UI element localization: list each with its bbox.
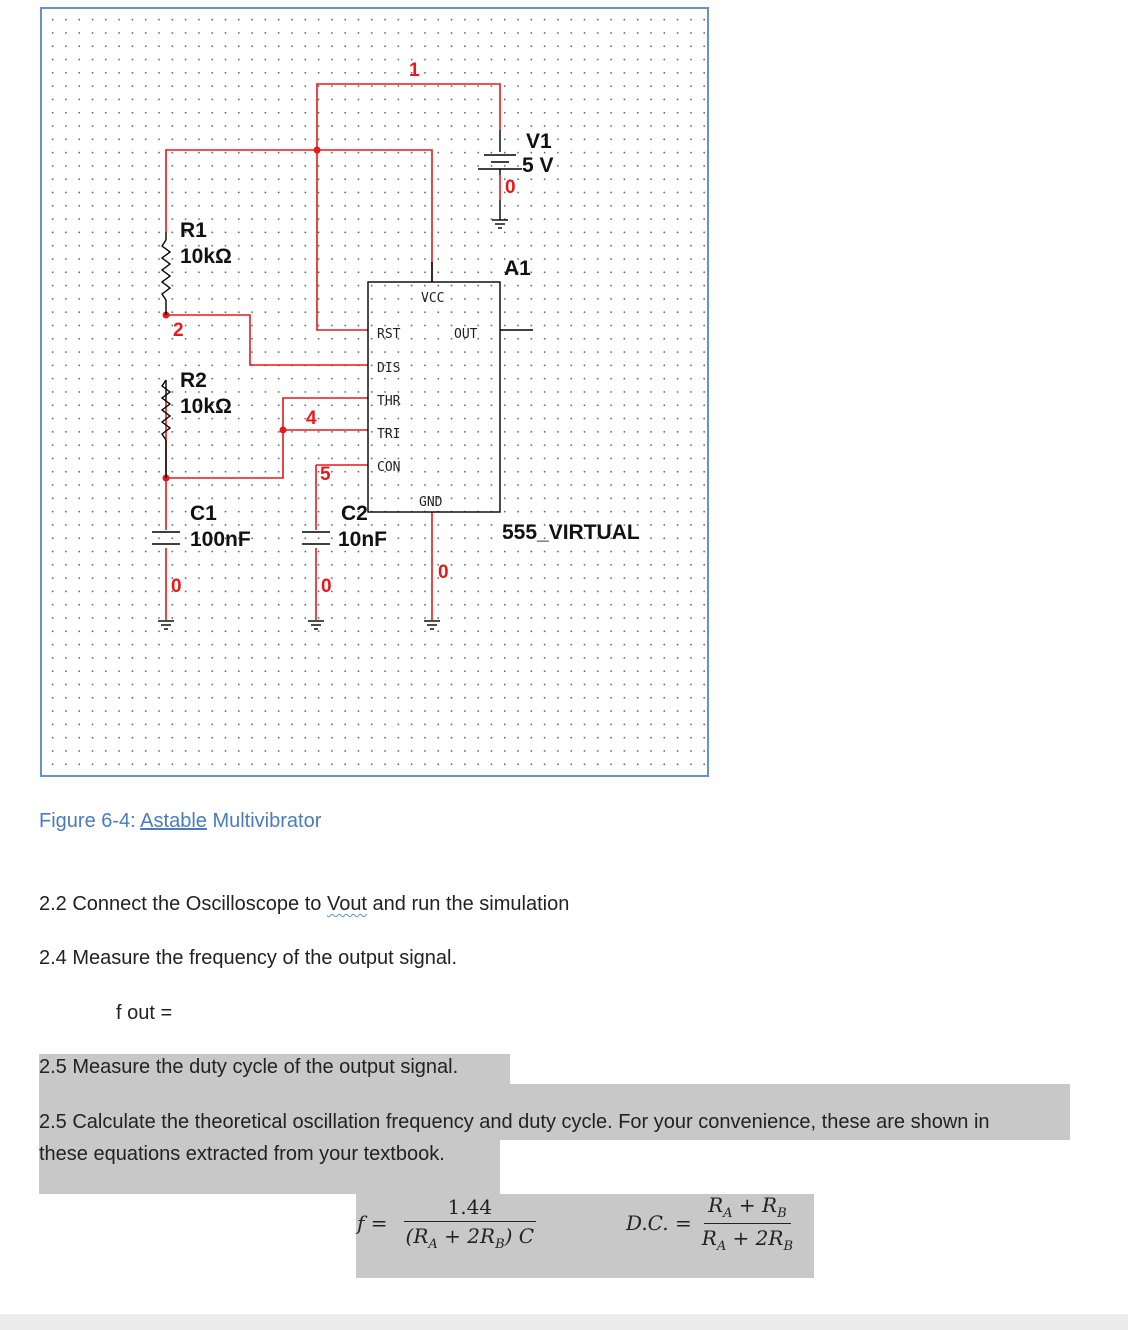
- ground-icon: [308, 621, 324, 629]
- dc-numerator: $R_A + R_B$: [704, 1193, 791, 1224]
- ground-icon: [158, 621, 174, 629]
- pin-vcc: VCC: [421, 291, 445, 306]
- step-2-5b-line2: these equations extracted from your textbook.: [39, 1143, 445, 1165]
- wire-node-2: [166, 315, 368, 365]
- r2-ref: R2: [180, 369, 207, 392]
- node-label: 0: [505, 177, 516, 198]
- c1-value: 100nF: [190, 528, 251, 551]
- pin-con: CON: [377, 460, 401, 475]
- node-label: 1: [409, 60, 420, 81]
- v1-ref: V1: [526, 130, 552, 153]
- r1-ref: R1: [180, 219, 207, 242]
- r2-value: 10kΩ: [180, 395, 232, 418]
- battery-icon: [478, 130, 522, 175]
- ic-value: 555_VIRTUAL: [502, 521, 640, 544]
- c2-ref: C2: [341, 502, 368, 525]
- step-2-5a: 2.5 Measure the duty cycle of the output signal.: [39, 1056, 459, 1078]
- duty-cycle-equation: [626, 1194, 797, 1252]
- step-2-4: 2.4 Measure the frequency of the output signal.: [39, 947, 458, 969]
- f-fraction: [402, 1195, 539, 1252]
- pin-thr: THR: [377, 394, 401, 409]
- dc-fraction: [698, 1193, 797, 1254]
- v1-value: 5 V: [522, 154, 554, 177]
- caption-link[interactable]: Astable: [140, 810, 207, 832]
- node-label: 0: [171, 576, 182, 597]
- ground-icon: [492, 200, 508, 228]
- f-lhs: f =: [357, 1211, 388, 1235]
- node-label: 4: [306, 408, 317, 429]
- c2-value: 10nF: [338, 528, 388, 551]
- caption-prefix: Figure 6-4:: [39, 810, 141, 832]
- ic-ref: A1: [504, 257, 531, 280]
- wire-node-1: [317, 84, 500, 330]
- pin-dis: DIS: [377, 361, 401, 376]
- step-2-2: 2.2 Connect the Oscilloscope to Vout and run the simulation: [39, 893, 570, 915]
- figure-caption: [39, 810, 321, 833]
- dc-denominator: $R_A + 2R_B$: [701, 1225, 794, 1254]
- pin-rst: RST: [377, 327, 401, 342]
- ground-icon: [424, 621, 440, 629]
- r1-symbol: [162, 240, 170, 300]
- pin-out: OUT: [454, 327, 478, 342]
- junction-dot: [280, 427, 287, 434]
- f-denominator: $(R_A + 2R_B)$ C: [405, 1223, 535, 1252]
- node-label: 5: [320, 464, 331, 485]
- caption-suffix: Multivibrator: [206, 810, 322, 832]
- c1-ref: C1: [190, 502, 217, 525]
- step-2-5b-line1: 2.5 Calculate the theoretical oscillation frequency and duty cycle. For your convenience, these are shown in: [39, 1111, 990, 1133]
- node-label: 0: [438, 562, 449, 583]
- fout-label: f out =: [116, 1002, 173, 1024]
- f-numerator: 1.44: [404, 1195, 536, 1222]
- node-label: 0: [321, 576, 332, 597]
- vout-word: Vout: [326, 893, 367, 915]
- frequency-equation: [357, 1194, 538, 1252]
- page-bottom-bar: [0, 1314, 1128, 1330]
- pin-tri: TRI: [377, 427, 401, 442]
- dc-lhs: D.C. =: [626, 1211, 692, 1235]
- r1-value: 10kΩ: [180, 245, 232, 268]
- pin-gnd: GND: [419, 495, 443, 510]
- junction-dot: [314, 147, 321, 154]
- node-label: 2: [173, 320, 184, 341]
